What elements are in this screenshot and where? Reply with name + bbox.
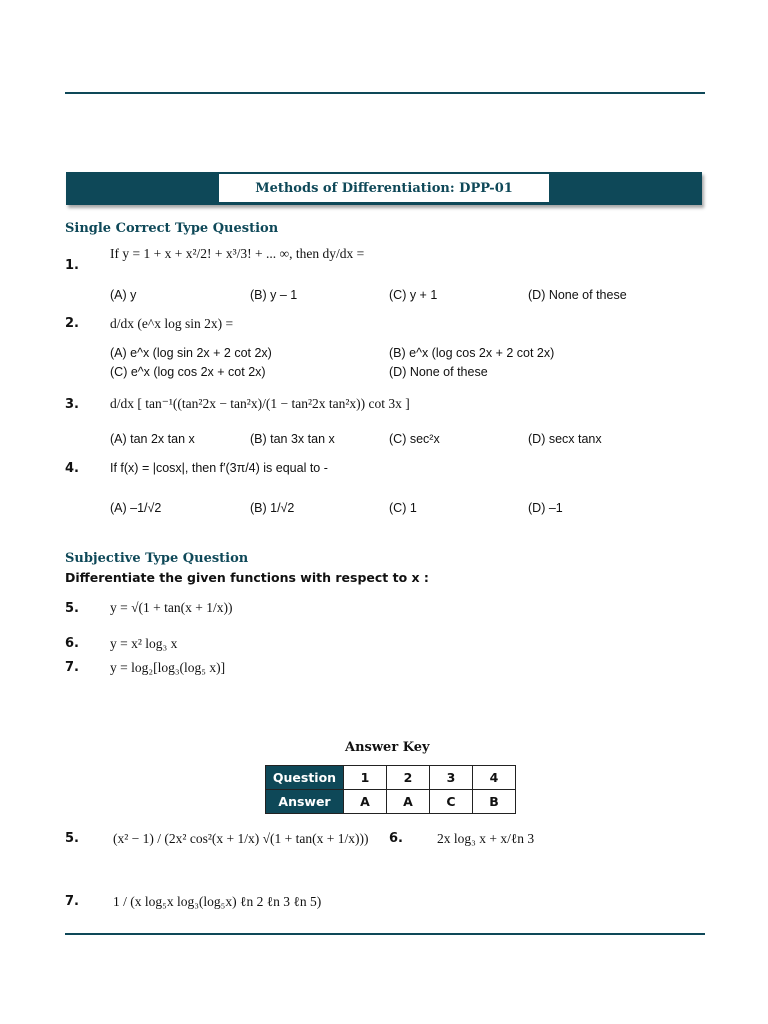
option-a[interactable]: (A) e^x (log sin 2x + 2 cot 2x): [110, 346, 272, 360]
question-number: 1.: [65, 258, 79, 273]
option-b[interactable]: (B) 1/√2: [250, 501, 295, 515]
answer-key-title: Answer Key: [345, 740, 430, 755]
question-text: d/dx [ tan⁻¹((tan²2x − tan²x)/(1 − tan²2x tan²x)) cot 3x ]: [110, 396, 410, 411]
option-c[interactable]: (C) 1: [389, 501, 417, 515]
question-number: 3.: [65, 397, 79, 412]
table-cell: 1: [344, 766, 387, 790]
option-d[interactable]: (D) None of these: [528, 288, 627, 302]
option-a[interactable]: (A) tan 2x tan x: [110, 432, 195, 446]
question-number: 2.: [65, 316, 79, 331]
question-text: y = log₂[log₃(log₅ x)]: [110, 660, 226, 675]
option-c[interactable]: (C) y + 1: [389, 288, 438, 302]
table-cell: A: [387, 790, 430, 814]
option-a[interactable]: (A) y: [110, 288, 137, 302]
question-number: 7.: [65, 660, 79, 675]
row-label: Answer: [266, 790, 344, 814]
title-banner: [66, 172, 702, 205]
table-cell: B: [473, 790, 516, 814]
question-text: y = x² log₃ x: [110, 636, 178, 651]
question-number: 5.: [65, 601, 79, 616]
option-b[interactable]: (B) e^x (log cos 2x + 2 cot 2x): [389, 346, 555, 360]
question-number: 6.: [65, 636, 79, 651]
page-title: Methods of Differentiation: DPP-01: [219, 174, 549, 202]
solution-text: (x² − 1) / (2x² cos²(x + 1/x) √(1 + tan(x + 1/x))): [113, 831, 369, 846]
row-label: Question: [266, 766, 344, 790]
solution-text: 2x log₃ x + x/ℓn 3: [437, 831, 535, 846]
instruction-text: Differentiate the given functions with respect to x :: [65, 570, 429, 585]
option-b[interactable]: (B) y – 1: [250, 288, 298, 302]
question-text: d/dx (e^x log sin 2x) =: [110, 316, 234, 331]
question-1-text: [110, 246, 364, 262]
solution-number: 5.: [65, 831, 79, 846]
section-heading-subjective: Subjective Type Question: [65, 551, 249, 566]
table-cell: C: [430, 790, 473, 814]
solution-number: 6.: [389, 831, 403, 846]
option-a[interactable]: (A) –1/√2: [110, 501, 162, 515]
bottom-divider: [65, 933, 705, 935]
option-d[interactable]: (D) –1: [528, 501, 563, 515]
question-text: y = √(1 + tan(x + 1/x)): [110, 600, 233, 615]
answer-key-table: [265, 765, 516, 814]
section-heading-single-correct: Single Correct Type Question: [65, 221, 279, 236]
table-row: [266, 766, 516, 790]
table-cell: 3: [430, 766, 473, 790]
option-d[interactable]: (D) None of these: [389, 365, 488, 379]
question-text: If f(x) = |cosx|, then f′(3π/4) is equal to -: [110, 461, 328, 475]
table-cell: 4: [473, 766, 516, 790]
solution-text: 1 / (x log₅x log₃(log₅x) ℓn 2 ℓn 3 ℓn 5): [113, 894, 322, 909]
option-c[interactable]: (C) sec²x: [389, 432, 440, 446]
option-d[interactable]: (D) secx tanx: [528, 432, 602, 446]
table-cell: 2: [387, 766, 430, 790]
option-b[interactable]: (B) tan 3x tan x: [250, 432, 335, 446]
option-c[interactable]: (C) e^x (log cos 2x + cot 2x): [110, 365, 266, 379]
table-row: [266, 790, 516, 814]
question-number: 4.: [65, 461, 79, 476]
top-divider: [65, 92, 705, 94]
table-cell: A: [344, 790, 387, 814]
question-text: If y = 1 + x + x²/2! + x³/3! + ... ∞, then dy/dx =: [110, 246, 365, 261]
solution-number: 7.: [65, 894, 79, 909]
